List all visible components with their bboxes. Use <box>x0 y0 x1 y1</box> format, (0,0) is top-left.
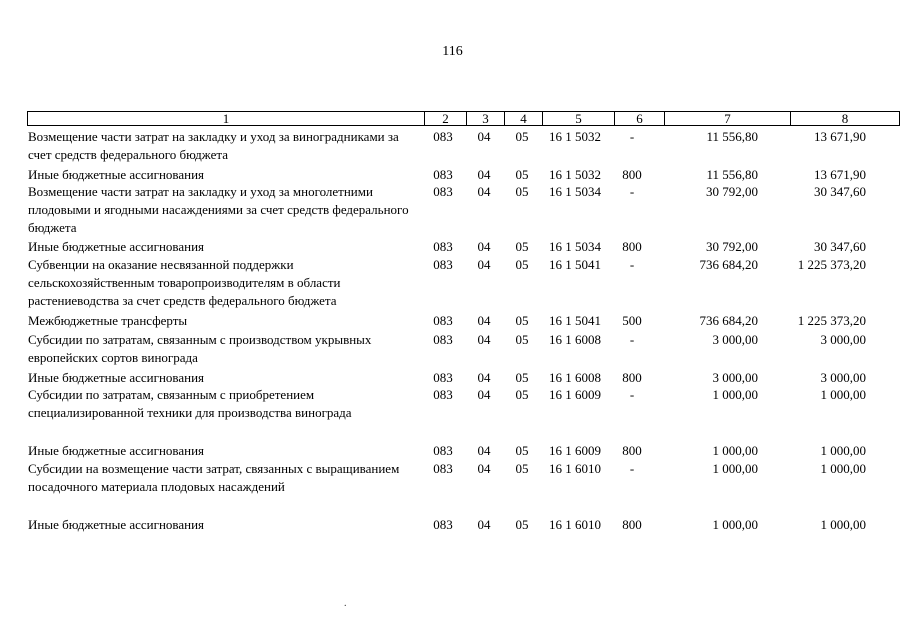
row-target-code: 16 1 5034 <box>549 184 601 199</box>
row-name: Субсидии по затратам, связанным с приобретением специализированной техники для производства винограда <box>28 387 352 420</box>
row-section-code: 04 <box>477 257 491 272</box>
row-name: Субсидии по затратам, связанным с производством укрывных европейских сортов винограда <box>28 332 372 365</box>
row-ministry-code: 083 <box>433 461 453 476</box>
scan-speck: . <box>344 598 347 609</box>
row-target-code: 16 1 6008 <box>549 332 601 347</box>
row-amount-col8: 3 000,00 <box>820 370 866 385</box>
row-kind-code: - <box>629 257 635 272</box>
row-ministry-code: 083 <box>433 443 453 458</box>
row-section-code: 04 <box>477 517 491 532</box>
column-header-4: 4 <box>505 112 543 126</box>
row-amount-col7: 1 000,00 <box>712 443 758 458</box>
row-amount-col7: 11 556,80 <box>706 167 758 182</box>
row-section-code: 04 <box>477 332 491 347</box>
row-subsection-code: 05 <box>515 129 529 144</box>
column-header-6: 6 <box>615 112 665 126</box>
row-kind-code: - <box>629 461 635 476</box>
row-amount-col8: 1 000,00 <box>820 443 866 458</box>
row-ministry-code: 083 <box>433 387 453 402</box>
row-amount-col7: 1 000,00 <box>712 461 758 476</box>
row-section-code: 04 <box>477 443 491 458</box>
row-amount-col7: 30 792,00 <box>706 239 758 254</box>
page-number: 116 <box>442 44 463 59</box>
row-subsection-code: 05 <box>515 443 529 458</box>
row-target-code: 16 1 5034 <box>549 239 601 254</box>
row-target-code: 16 1 6009 <box>549 387 601 402</box>
row-subsection-code: 05 <box>515 461 529 476</box>
row-ministry-code: 083 <box>433 332 453 347</box>
row-ministry-code: 083 <box>433 370 453 385</box>
row-amount-col8: 13 671,90 <box>814 167 866 182</box>
row-kind-code: - <box>629 387 635 402</box>
row-subsection-code: 05 <box>515 184 529 199</box>
row-amount-col7: 736 684,20 <box>699 313 758 328</box>
row-target-code: 16 1 5041 <box>549 313 601 328</box>
row-kind-code: 800 <box>622 167 642 182</box>
row-subsection-code: 05 <box>515 332 529 347</box>
row-target-code: 16 1 5032 <box>549 129 601 144</box>
row-subsection-code: 05 <box>515 517 529 532</box>
row-kind-code: - <box>629 332 635 347</box>
row-amount-col7: 30 792,00 <box>706 184 758 199</box>
column-header-5: 5 <box>543 112 615 126</box>
row-target-code: 16 1 6008 <box>549 370 601 385</box>
row-amount-col8: 1 000,00 <box>820 517 866 532</box>
row-section-code: 04 <box>477 370 491 385</box>
row-amount-col7: 11 556,80 <box>706 129 758 144</box>
row-ministry-code: 083 <box>433 184 453 199</box>
row-name: Межбюджетные трансферты <box>28 313 188 328</box>
row-section-code: 04 <box>477 461 491 476</box>
row-kind-code: 800 <box>622 239 642 254</box>
row-name: Возмещение части затрат на закладку и уход за многолетними плодовыми и ягодными насаждениями за счет средств федерального бюджета <box>28 184 409 235</box>
row-section-code: 04 <box>477 184 491 199</box>
row-amount-col7: 736 684,20 <box>699 257 758 272</box>
row-name: Иные бюджетные ассигнования <box>28 239 205 254</box>
column-header-2: 2 <box>425 112 467 126</box>
row-kind-code: 500 <box>622 313 642 328</box>
row-subsection-code: 05 <box>515 387 529 402</box>
row-name: Субвенции на оказание несвязанной поддержки сельскохозяйственным товаропроизводителям в области растениеводства за счет средств федерального бюджета <box>28 257 341 308</box>
row-amount-col8: 30 347,60 <box>814 184 866 199</box>
row-ministry-code: 083 <box>433 129 453 144</box>
row-amount-col8: 13 671,90 <box>814 129 866 144</box>
row-amount-col7: 3 000,00 <box>712 332 758 347</box>
row-section-code: 04 <box>477 129 491 144</box>
column-header-8: 8 <box>791 112 900 126</box>
row-target-code: 16 1 5041 <box>549 257 601 272</box>
row-kind-code: 800 <box>622 517 642 532</box>
row-ministry-code: 083 <box>433 167 453 182</box>
row-section-code: 04 <box>477 387 491 402</box>
column-header-1: 1 <box>28 112 425 126</box>
row-amount-col8: 1 000,00 <box>820 387 866 402</box>
row-ministry-code: 083 <box>433 313 453 328</box>
row-target-code: 16 1 5032 <box>549 167 601 182</box>
row-section-code: 04 <box>477 239 491 254</box>
row-name: Иные бюджетные ассигнования <box>28 167 205 182</box>
row-kind-code: - <box>629 184 635 199</box>
row-subsection-code: 05 <box>515 370 529 385</box>
row-section-code: 04 <box>477 313 491 328</box>
row-name: Иные бюджетные ассигнования <box>28 517 205 532</box>
row-kind-code: 800 <box>622 370 642 385</box>
row-subsection-code: 05 <box>515 257 529 272</box>
row-name: Субсидии на возмещение части затрат, связанных с выращиванием посадочного материала плодовых насаждений <box>28 461 400 494</box>
row-name: Иные бюджетные ассигнования <box>28 443 205 458</box>
row-amount-col7: 1 000,00 <box>712 387 758 402</box>
row-target-code: 16 1 6010 <box>549 461 601 476</box>
row-kind-code: 800 <box>622 443 642 458</box>
row-amount-col8: 1 225 373,20 <box>797 257 866 272</box>
row-kind-code: - <box>629 129 635 144</box>
row-ministry-code: 083 <box>433 239 453 254</box>
column-header-table <box>27 111 900 126</box>
row-amount-col8: 1 000,00 <box>820 461 866 476</box>
row-name: Иные бюджетные ассигнования <box>28 370 205 385</box>
row-subsection-code: 05 <box>515 313 529 328</box>
column-header-7: 7 <box>665 112 791 126</box>
row-amount-col7: 3 000,00 <box>712 370 758 385</box>
column-header-3: 3 <box>467 112 505 126</box>
row-ministry-code: 083 <box>433 517 453 532</box>
row-amount-col7: 1 000,00 <box>712 517 758 532</box>
row-ministry-code: 083 <box>433 257 453 272</box>
row-amount-col8: 30 347,60 <box>814 239 866 254</box>
row-name: Возмещение части затрат на закладку и уход за виноградниками за счет средств федерального бюджета <box>28 129 399 162</box>
row-target-code: 16 1 6010 <box>549 517 601 532</box>
row-amount-col8: 3 000,00 <box>820 332 866 347</box>
row-target-code: 16 1 6009 <box>549 443 601 458</box>
row-amount-col8: 1 225 373,20 <box>797 313 866 328</box>
row-subsection-code: 05 <box>515 239 529 254</box>
row-section-code: 04 <box>477 167 491 182</box>
row-subsection-code: 05 <box>515 167 529 182</box>
